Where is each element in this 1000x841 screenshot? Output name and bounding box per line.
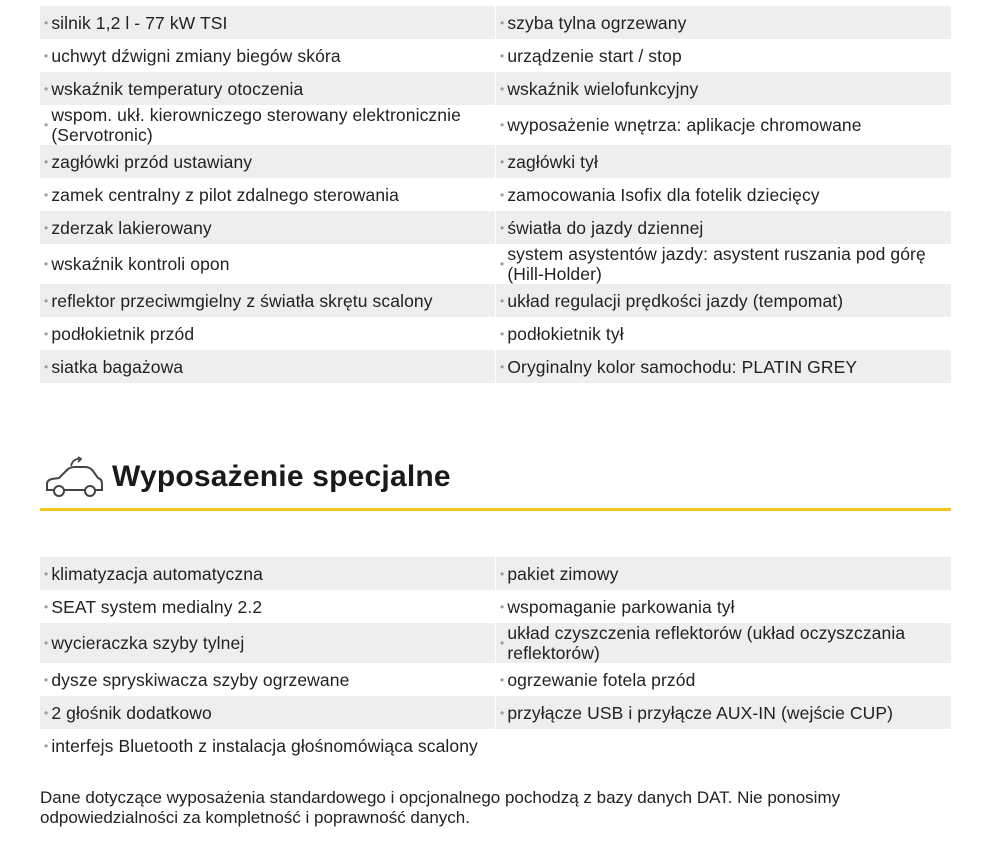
equipment-label: reflektor przeciwmgielny z światła skrętu scalony <box>51 290 433 311</box>
equipment-item <box>40 72 495 105</box>
equipment-item <box>496 105 951 145</box>
equipment-label: interfejs Bluetooth z instalacja głośnomówiąca scalony <box>51 735 478 756</box>
bullet-icon: • <box>500 15 505 30</box>
bullet-icon: • <box>44 257 49 271</box>
bullet-icon: • <box>500 636 505 650</box>
equipment-item <box>40 178 495 211</box>
equipment-item <box>40 696 495 729</box>
equipment-label: wspom. ukł. kierowniczego sterowany elektronicznie (Servotronic) <box>51 105 461 145</box>
bullet-icon: • <box>500 187 505 202</box>
equipment-item <box>496 317 951 350</box>
equipment-label: wyposażenie wnętrza: aplikacje chromowane <box>507 115 862 135</box>
equipment-item <box>496 178 951 211</box>
equipment-label: uchwyt dźwigni zmiany biegów skóra <box>51 45 341 66</box>
bullet-icon: • <box>500 220 505 235</box>
equipment-label: wspomaganie parkowania tył <box>507 596 735 617</box>
equipment-item <box>496 623 951 663</box>
equipment-item <box>496 145 951 178</box>
equipment-item <box>40 6 495 39</box>
equipment-label: ogrzewanie fotela przód <box>507 669 696 690</box>
equipment-item <box>40 590 495 623</box>
section-title: Wyposażenie specjalne <box>112 460 451 493</box>
bullet-icon: • <box>44 672 49 687</box>
equipment-item <box>40 557 495 590</box>
equipment-item <box>40 317 495 350</box>
equipment-label: podłokietnik tył <box>507 323 624 344</box>
equipment-item <box>40 729 495 762</box>
bullet-icon: • <box>500 672 505 687</box>
equipment-label: Oryginalny kolor samochodu: PLATIN GREY <box>507 356 858 377</box>
equipment-item <box>40 623 495 663</box>
bullet-icon: • <box>44 599 49 614</box>
equipment-item <box>496 39 951 72</box>
bullet-icon: • <box>500 257 505 271</box>
equipment-label: siatka bagażowa <box>51 356 184 377</box>
equipment-item <box>496 590 951 623</box>
bullet-icon: • <box>44 705 49 720</box>
equipment-label: zderzak lakierowany <box>51 217 212 238</box>
bullet-icon: • <box>500 705 505 720</box>
bullet-icon: • <box>44 187 49 202</box>
car-outline-icon <box>43 456 105 500</box>
equipment-item <box>496 663 951 696</box>
equipment-label: zagłówki tył <box>507 151 598 172</box>
bullet-icon: • <box>500 48 505 63</box>
equipment-item <box>496 6 951 39</box>
equipment-label: zamek centralny z pilot zdalnego sterowania <box>51 184 399 205</box>
bullet-icon: • <box>500 566 505 581</box>
bullet-icon: • <box>44 48 49 63</box>
equipment-label: klimatyzacja automatyczna <box>51 563 263 584</box>
equipment-label: system asystentów jazdy: asystent ruszania pod górę (Hill-Holder) <box>507 244 926 284</box>
equipment-item <box>496 244 951 284</box>
equipment-label: wskaźnik temperatury otoczenia <box>51 78 304 99</box>
equipment-label: układ czyszczenia reflektorów (układ oczyszczania reflektorów) <box>507 623 906 663</box>
equipment-label: układ regulacji prędkości jazdy (tempomat) <box>507 290 844 311</box>
equipment-label: szyba tylna ogrzewany <box>507 12 687 33</box>
bullet-icon: • <box>44 636 49 650</box>
bullet-icon: • <box>44 81 49 96</box>
bullet-icon: • <box>44 15 49 30</box>
bullet-icon: • <box>44 738 49 753</box>
section-divider <box>40 508 951 511</box>
equipment-item <box>40 350 495 383</box>
equipment-label: zagłówki przód ustawiany <box>51 151 253 172</box>
equipment-item <box>40 663 495 696</box>
equipment-label: wskaźnik kontroli opon <box>51 254 230 274</box>
equipment-label: przyłącze USB i przyłącze AUX-IN (wejście CUP) <box>507 702 894 723</box>
bullet-icon: • <box>44 293 49 308</box>
equipment-label: wycieraczka szyby tylnej <box>51 633 245 653</box>
equipment-item <box>40 244 495 284</box>
equipment-label: podłokietnik przód <box>51 323 195 344</box>
bullet-icon: • <box>500 599 505 614</box>
equipment-item <box>40 284 495 317</box>
bullet-icon: • <box>500 118 505 132</box>
equipment-item <box>496 350 951 383</box>
bullet-icon: • <box>44 220 49 235</box>
equipment-label: zamocowania Isofix dla fotelik dziecięcy <box>507 184 820 205</box>
bullet-icon: • <box>44 359 49 374</box>
equipment-label: dysze spryskiwacza szyby ogrzewane <box>51 669 350 690</box>
equipment-item <box>496 696 951 729</box>
bullet-icon: • <box>44 154 49 169</box>
equipment-item <box>40 105 495 145</box>
disclaimer-text: Dane dotyczące wyposażenia standardowego i opcjonalnego pochodzą z bazy danych DAT. Nie ponosimy odpowiedzialności za kompletność i poprawność danych. <box>40 788 841 827</box>
equipment-item <box>496 557 951 590</box>
bullet-icon: • <box>500 326 505 341</box>
bullet-icon: • <box>44 118 49 132</box>
bullet-icon: • <box>44 566 49 581</box>
equipment-item <box>496 72 951 105</box>
equipment-label: urządzenie start / stop <box>507 45 682 66</box>
equipment-label: SEAT system medialny 2.2 <box>51 596 263 617</box>
special-equipment-header <box>40 452 951 512</box>
equipment-label: wskaźnik wielofunkcyjny <box>507 78 699 99</box>
equipment-item <box>40 211 495 244</box>
standard-equipment-list <box>40 6 951 383</box>
equipment-label: światła do jazdy dziennej <box>507 217 704 238</box>
equipment-item <box>496 284 951 317</box>
empty-cell <box>496 729 951 762</box>
equipment-item <box>40 145 495 178</box>
equipment-label: pakiet zimowy <box>507 563 619 584</box>
special-equipment-list <box>40 557 951 762</box>
bullet-icon: • <box>500 293 505 308</box>
equipment-item <box>496 211 951 244</box>
bullet-icon: • <box>44 326 49 341</box>
bullet-icon: • <box>500 359 505 374</box>
equipment-label: 2 głośnik dodatkowo <box>51 702 212 723</box>
bullet-icon: • <box>500 81 505 96</box>
equipment-item <box>40 39 495 72</box>
bullet-icon: • <box>500 154 505 169</box>
equipment-label: silnik 1,2 l - 77 kW TSI <box>51 12 228 33</box>
